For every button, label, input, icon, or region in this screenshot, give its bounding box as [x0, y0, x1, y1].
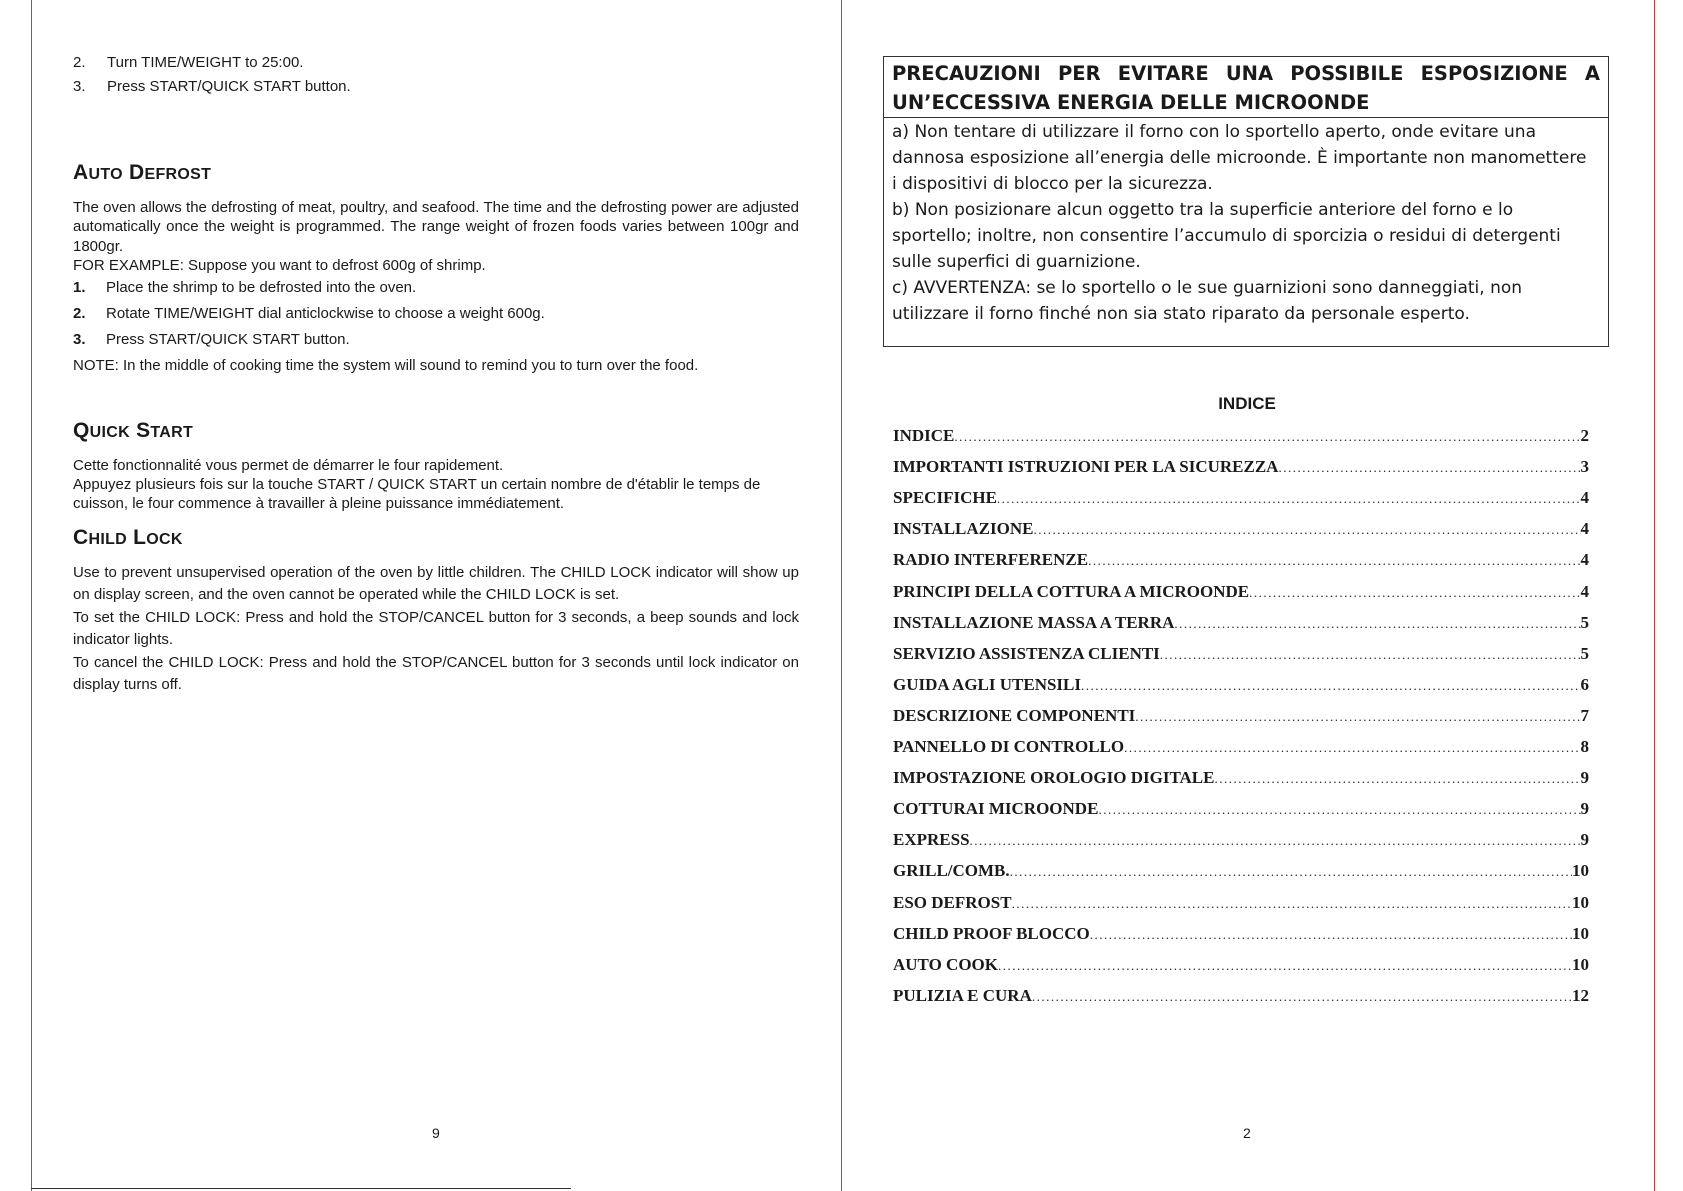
warning-a: a) Non tentare di utilizzare il forno con lo sportello aperto, onde evitare una dannosa esposizione all’energia delle microonde. È importante non manomettere i dispositivi di blocco per la sicurezza.: [892, 122, 1587, 194]
toc-title: INDICE: [1218, 394, 1276, 413]
toc-dot-leader: [1032, 989, 1572, 1005]
quick-start-heading: QUICK START: [73, 419, 194, 442]
toc-entry-page: 6: [1580, 674, 1589, 694]
child-lock-p2: To set the CHILD LOCK: Press and hold the STOP/CANCEL button for 3 seconds, a beep sounds and lock indicator lights.: [73, 609, 799, 648]
defrost-step-2: 2. Rotate TIME/WEIGHT dial anticlockwise to choose a weight 600g.: [73, 305, 545, 322]
defrost-step-3: 3. Press START/QUICK START button.: [73, 331, 350, 348]
toc-entry-title: IMPOSTAZIONE OROLOGIO DIGITALE: [893, 768, 1215, 788]
toc-entry[interactable]: [893, 955, 1589, 977]
toc-entry[interactable]: [893, 675, 1589, 697]
warning-b: b) Non posizionare alcun oggetto tra la superficie anteriore del forno e lo sportello; inoltre, non consentire l’accumulo di sporcizia o residui di detergenti sulle superfici di guarnizione.: [892, 200, 1561, 272]
toc-entry[interactable]: [893, 830, 1589, 852]
right-page: [883, 0, 1611, 1191]
toc-entry-page: 4: [1580, 519, 1589, 539]
toc-dot-leader: [1160, 647, 1581, 663]
toc-dot-leader: [1135, 709, 1580, 725]
toc-entry[interactable]: [893, 426, 1589, 448]
toc-entry[interactable]: [893, 861, 1589, 883]
toc-dot-leader: [970, 833, 1581, 849]
toc-dot-leader: [1174, 616, 1580, 632]
toc-entry-title: CHILD PROOF BLOCCO: [893, 923, 1090, 943]
toc-entry[interactable]: [893, 768, 1589, 790]
toc-dot-leader: [954, 429, 1580, 445]
toc-dot-leader: [1098, 802, 1580, 818]
toc-entry-title: SPECIFICHE: [893, 488, 997, 508]
toc-entry[interactable]: [893, 644, 1589, 666]
toc-entry-title: IMPORTANTI ISTRUZIONI PER LA SICUREZZA: [893, 457, 1279, 477]
defrost-step-1: 1. Place the shrimp to be defrosted into the oven.: [73, 279, 417, 296]
warning-box: [883, 56, 1609, 347]
toc-dot-leader: [1249, 585, 1580, 601]
toc-entry-page: 10: [1572, 923, 1589, 943]
toc-entry-page: 12: [1572, 985, 1589, 1005]
warning-title-line2: UN’ECCESSIVA ENERGIA DELLE MICROONDE: [892, 91, 1370, 114]
toc-entry[interactable]: [893, 488, 1589, 510]
toc-entry[interactable]: [893, 457, 1589, 479]
quick-start-line1: Cette fonctionnalité vous permet de démarrer le four rapidement.: [73, 457, 504, 474]
toc-dot-leader: [1214, 771, 1580, 787]
toc-dot-leader: [1012, 896, 1572, 912]
toc-entry[interactable]: [893, 986, 1589, 1008]
toc-entry-page: 10: [1572, 892, 1589, 912]
toc-entry-page: 5: [1580, 643, 1589, 663]
toc-entry-title: INSTALLAZIONE: [893, 519, 1034, 539]
toc-entry-title: COTTURAI MICROONDE: [893, 799, 1099, 819]
toc-dot-leader: [1090, 927, 1572, 943]
toc-entry-title: AUTO COOK: [893, 954, 999, 974]
warning-title: [884, 57, 1608, 118]
toc-dot-leader: [1081, 678, 1580, 694]
toc-dot-leader: [1278, 460, 1580, 476]
toc-entry[interactable]: [893, 893, 1589, 915]
left-edge-line: [31, 0, 32, 1191]
toc-entry-page: 10: [1572, 861, 1589, 881]
toc-entry-page: 4: [1580, 550, 1589, 570]
left-page: [73, 0, 804, 1191]
toc-entry-title: DESCRIZIONE COMPONENTI: [893, 705, 1136, 725]
toc-entry-title: PANNELLO DI CONTROLLO: [893, 737, 1125, 756]
toc-entry-page: 4: [1580, 581, 1589, 601]
toc-entry-title: EXPRESS: [893, 830, 970, 850]
toc-entry-page: 3: [1580, 457, 1589, 477]
auto-defrost-example: FOR EXAMPLE: Suppose you want to defrost 600g of shrimp.: [73, 257, 486, 274]
toc-dot-leader: [1124, 740, 1580, 756]
left-page-number: 9: [432, 1125, 440, 1141]
toc-entry[interactable]: [893, 799, 1589, 821]
right-edge-line: [1654, 0, 1655, 1191]
step-2: 2. Turn TIME/WEIGHT to 25:00.: [73, 54, 304, 71]
toc-entry-page: 5: [1580, 612, 1589, 632]
toc-entry-title: RADIO INTERFERENZE: [893, 550, 1089, 570]
toc-entry-page: 4: [1580, 488, 1589, 508]
toc-entry[interactable]: [893, 582, 1589, 604]
toc-entry[interactable]: [893, 924, 1589, 946]
toc-entry-title: INSTALLAZIONE MASSA A TERRA: [893, 612, 1175, 632]
center-fold-line: [841, 0, 842, 1191]
step-3: 3. Press START/QUICK START button.: [73, 78, 351, 95]
toc-entry-title: SERVIZIO ASSISTENZA CLIENTI: [893, 643, 1160, 663]
toc-entry-page: 7: [1580, 705, 1589, 725]
warning-c: c) AVVERTENZA: se lo sportello o le sue guarnizioni sono danneggiati, non utilizzare il forno finché non sia stato riparato da personale esperto.: [892, 278, 1523, 324]
toc-entry-title: INDICE: [893, 426, 955, 445]
toc-dot-leader: [1010, 864, 1572, 880]
toc-entry-page: 9: [1580, 799, 1589, 819]
toc-dot-leader: [1088, 553, 1580, 569]
auto-defrost-intro: The oven allows the defrosting of meat, poultry, and seafood. The time and the defrosting power are adjusted automatically once the weight is programmed. The range weight of frozen foods varies between 100gr and 1800gr.: [73, 199, 799, 255]
toc-entry-page: 9: [1580, 830, 1589, 850]
toc-entry[interactable]: [893, 613, 1589, 635]
toc-entry-page: 9: [1580, 768, 1589, 788]
toc-entry-title: PRINCIPI DELLA COTTURA A MICROONDE: [893, 581, 1250, 601]
toc-entry-page: 8: [1580, 737, 1589, 756]
child-lock-p1: Use to prevent unsupervised operation of the oven by little children. The CHILD LOCK indicator will show up on display screen, and the oven cannot be operated while the CHILD LOCK is set.: [73, 564, 799, 603]
toc-entry-page: 2: [1580, 426, 1589, 445]
toc-entry-title: PULIZIA E CURA: [893, 985, 1032, 1005]
toc-entry-title: ESO DEFROST: [893, 892, 1012, 912]
child-lock-heading: CHILD LOCK: [73, 526, 183, 549]
auto-defrost-heading: AUTO DEFROST: [73, 161, 212, 184]
toc-entry-title: GUIDA AGLI UTENSILI: [893, 674, 1082, 694]
warning-body: [892, 119, 1592, 327]
toc-dot-leader: [997, 491, 1581, 507]
toc-dot-leader: [1033, 522, 1580, 538]
child-lock-p3: To cancel the CHILD LOCK: Press and hold the STOP/CANCEL button for 3 seconds until lock indicator on display turns off.: [73, 654, 799, 693]
defrost-note: NOTE: In the middle of cooking time the system will sound to remind you to turn over the food.: [73, 357, 699, 374]
right-page-number: 2: [1243, 1125, 1251, 1141]
toc-entry-title: GRILL/COMB.: [893, 861, 1010, 881]
toc-entry[interactable]: [893, 706, 1589, 728]
warning-title-line1: PRECAUZIONI PER EVITARE UNA POSSIBILE ESPOSIZIONE A: [892, 62, 1600, 85]
toc-entry[interactable]: [893, 550, 1589, 572]
toc-entry[interactable]: [893, 519, 1589, 541]
toc-entry-page: 10: [1572, 954, 1589, 974]
toc-dot-leader: [998, 958, 1572, 974]
toc-entry[interactable]: [893, 737, 1589, 759]
quick-start-line2: Appuyez plusieurs fois sur la touche START / QUICK START un certain nombre de d'établir le temps de cuisson, le four commence à travailler à pleine puissance immédiatement.: [73, 476, 761, 513]
